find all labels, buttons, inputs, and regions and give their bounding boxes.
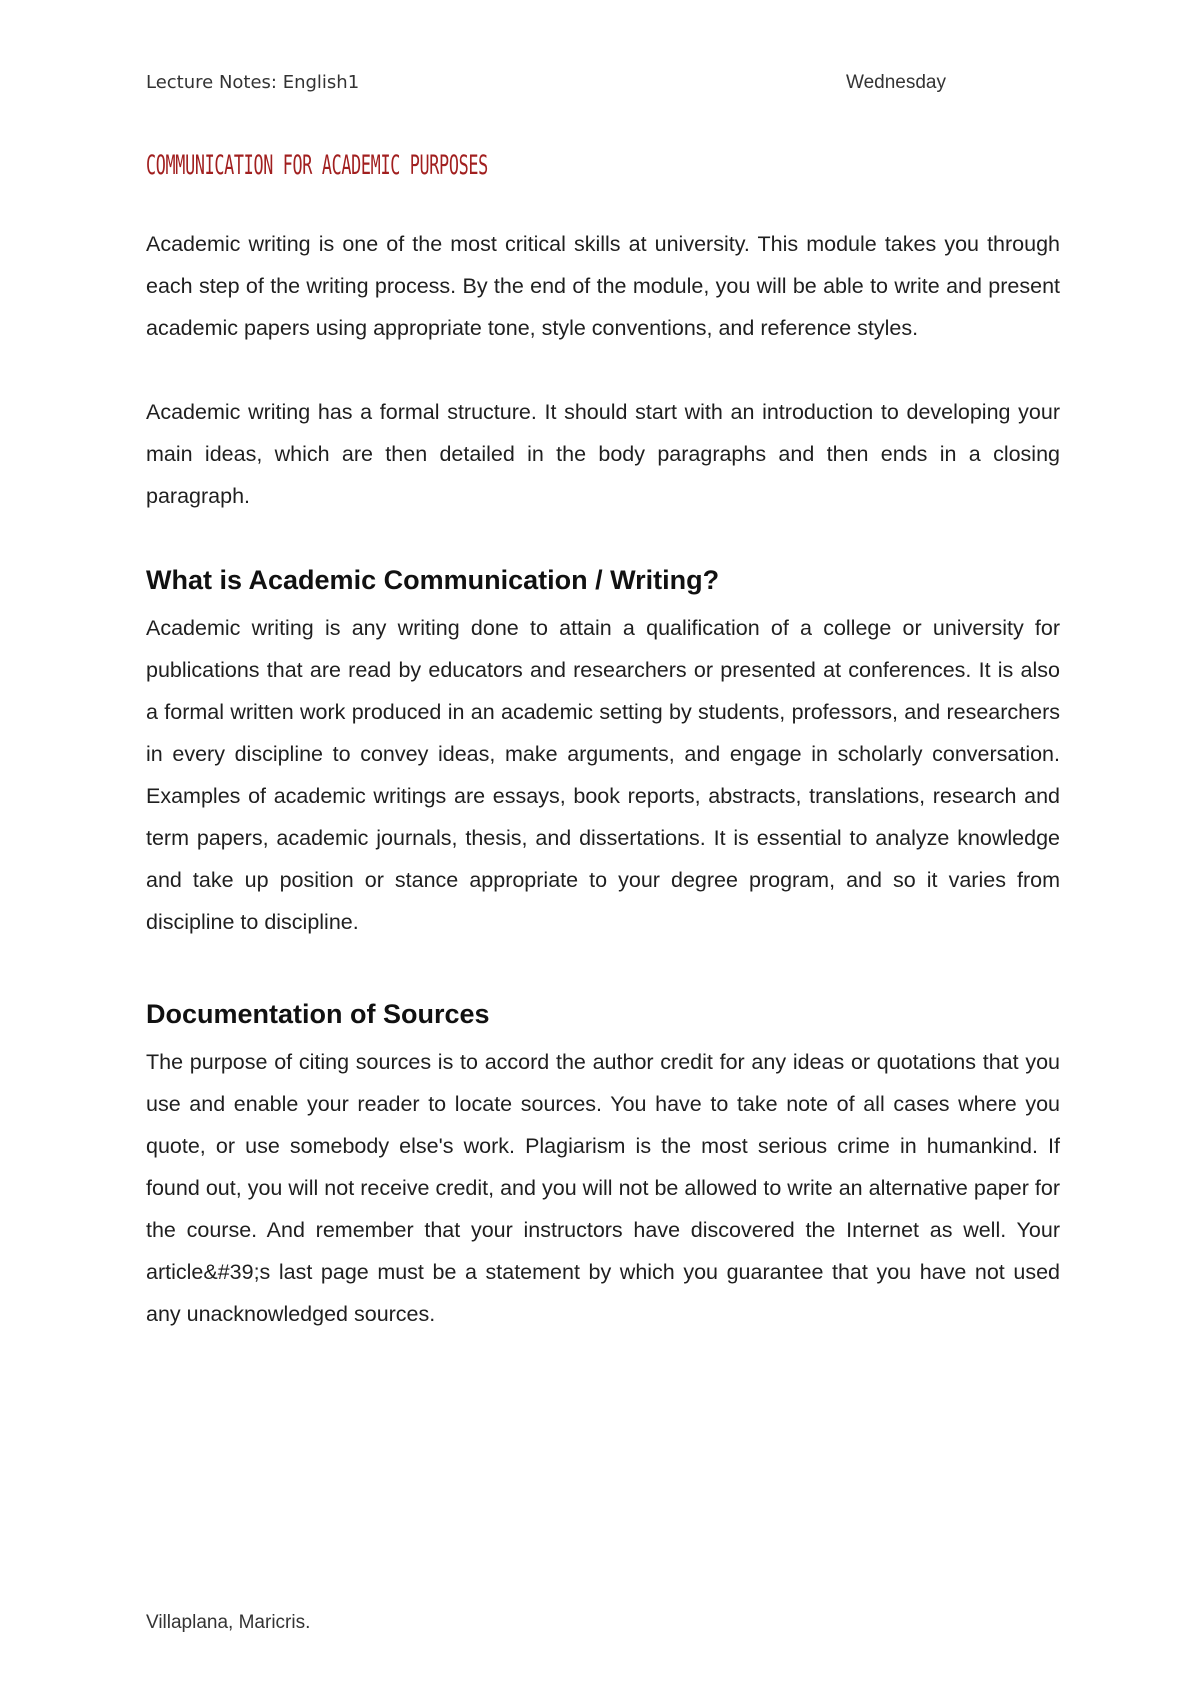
- intro-paragraph-2: Academic writing has a formal structure. It should start with an introduction to developing your main ideas, which are then detailed in the body paragraphs and then ends in a closing paragraph.: [146, 400, 1060, 508]
- heading-prefix: What is: [146, 565, 249, 595]
- heading-bold: Academic Communication / Writi: [248, 565, 670, 595]
- section-body-academic-communication: Academic writing is any writing done to attain a qualification of a college or university for publications that are read by educators and researchers or presented at conferences. It is also a formal written work produced in an academic setting by students, professors, and researchers in every discipline to convey ideas, make arguments, and engage in scholarly conversation. Examples of academic writings are essays, book reports, abstracts, translations, research and term papers, academic journals, thesis, and dissertations. It is essential to analyze knowledge and take up position or stance appropriate to your degree program, and so it varies from discipline to discipline.: [146, 616, 1060, 934]
- intro-paragraph-1: Academic writing is one of the most critical skills at university. This module takes you through each step of the writing process. By the end of the module, you will be able to write and present academic papers using appropriate tone, style conventions, and reference styles.: [146, 232, 1060, 340]
- heading-suffix: ng?: [669, 565, 720, 595]
- section-heading-documentation: Documentation of Sources: [146, 999, 490, 1029]
- section-body-documentation: The purpose of citing sources is to accord the author credit for any ideas or quotations that you use and enable your reader to locate sources. You have to take note of all cases where you quote, or use somebody else's work. Plagiarism is the most serious crime in humankind. If found out, you will not receive credit, and you will not be allowed to write an alternative paper for the course. And remember that your instructors have discovered the Internet as well. Your article&#39;s last page must be a statement by which you guarantee that you have not used any unacknowledged sources.: [146, 1050, 1060, 1326]
- header-day-label: Wednesday: [846, 72, 946, 93]
- section-heading-academic-communication: [146, 563, 1060, 597]
- document-body: [146, 223, 1060, 1335]
- document-title: COMMUNICATION FOR ACADEMIC PURPOSES: [146, 150, 488, 181]
- header-course-label: Lecture Notes: English1: [146, 72, 360, 93]
- page-header: [146, 72, 956, 98]
- page-footer-author: Villaplana, Maricris.: [146, 1612, 311, 1633]
